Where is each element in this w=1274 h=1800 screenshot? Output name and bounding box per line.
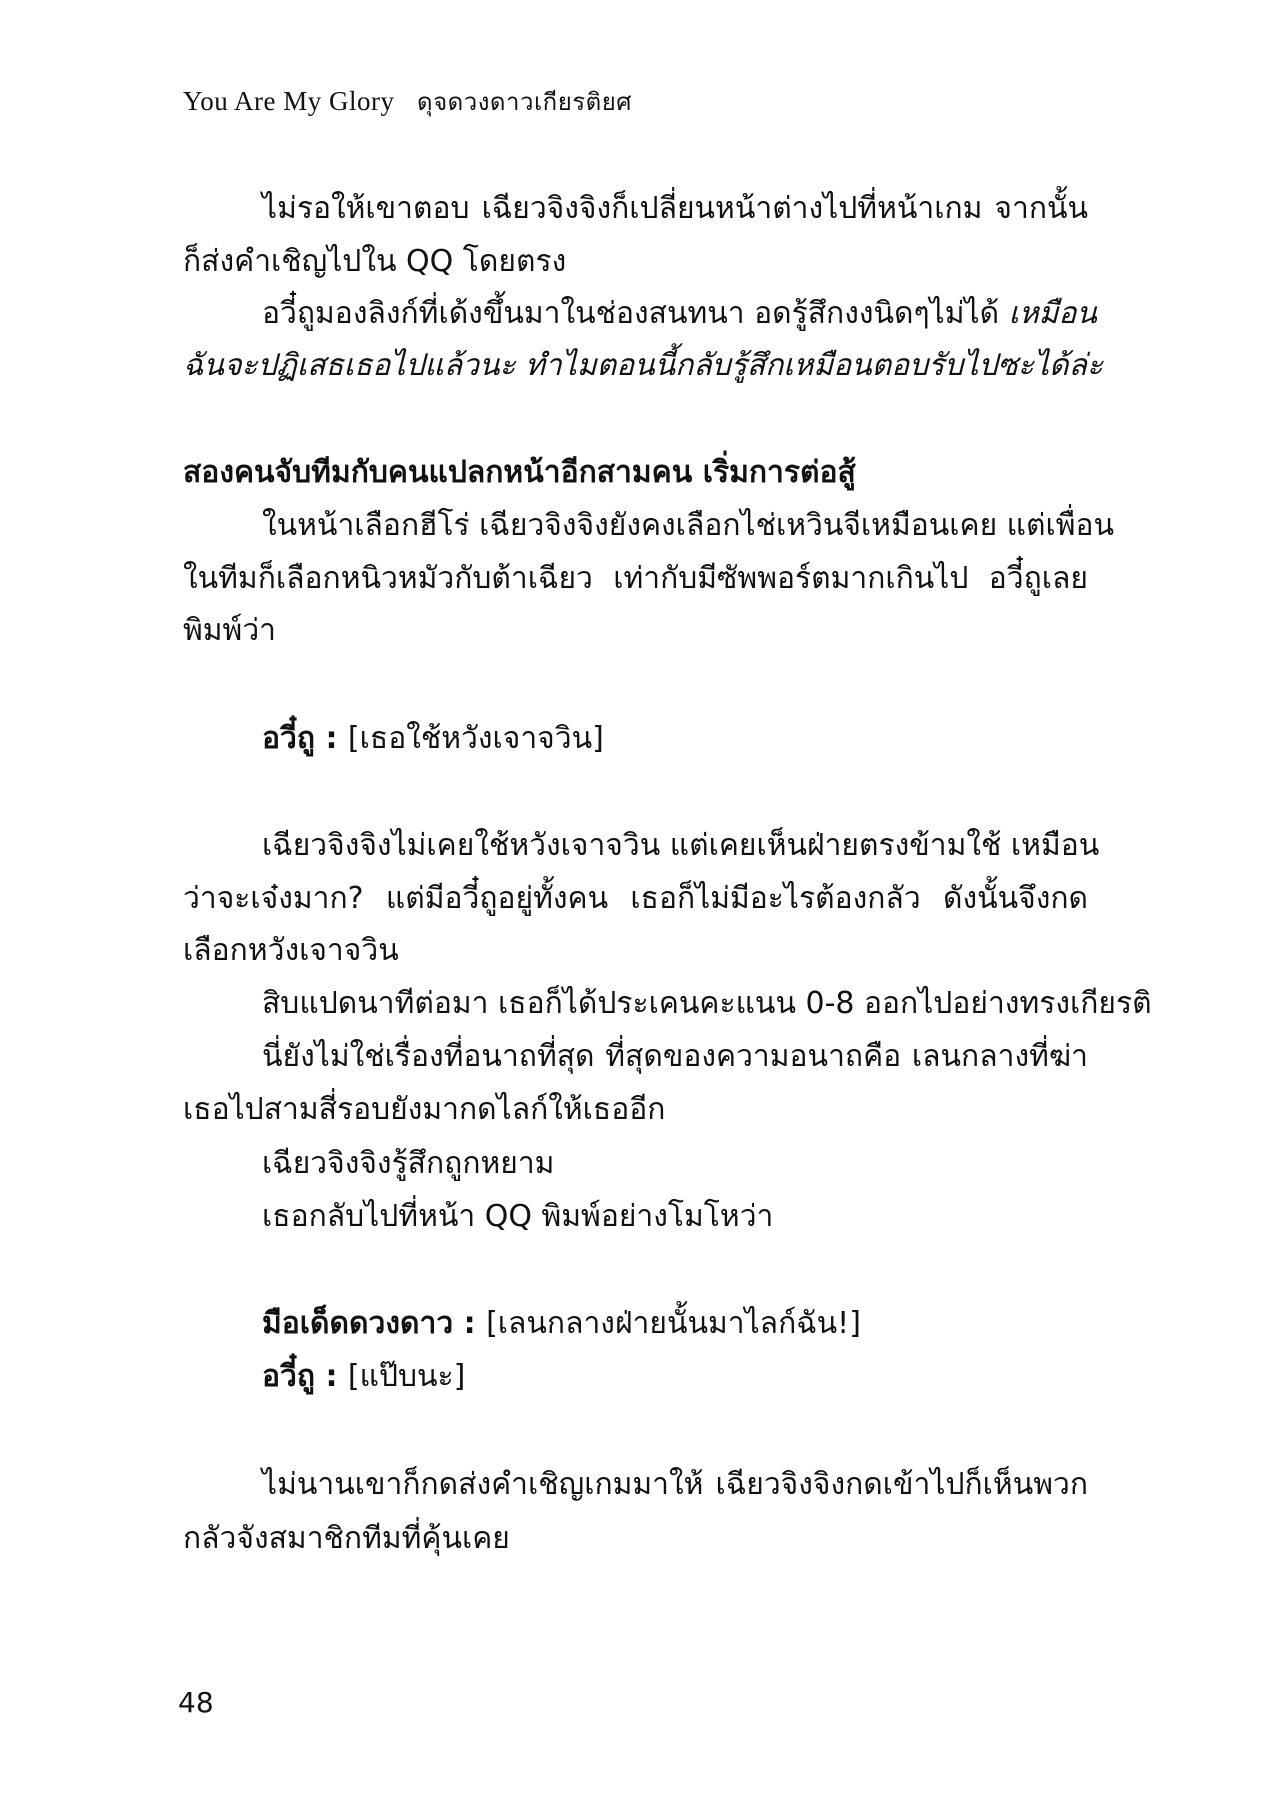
body-line: ว่าจะเจ๋งมาก? แต่มีอวี๋ถูอยู่ทั้งคน เธอก็ไม่มีอะไรต้องกลัว ดังนั้นจึงกด xyxy=(183,881,1088,916)
body-line: เธอกลับไปที่หน้า QQ พิมพ์อย่างโมโหว่า xyxy=(262,1199,774,1234)
chat-speaker: อวี๋ถู xyxy=(262,721,316,756)
running-head xyxy=(183,82,632,121)
chat-text: [แป๊บนะ] xyxy=(347,1359,466,1394)
body-text: อวี๋ถูมองลิงก์ที่เด้งขึ้นมาในช่องสนทนา อดรู้สึกงงนิดๆไม่ได้ xyxy=(262,296,1000,331)
chat-message xyxy=(262,1302,1088,1346)
body-line: ไม่รอให้เขาตอบ เฉียวจิงจิงก็เปลี่ยนหน้าต่างไปที่หน้าเกม จากนั้น xyxy=(262,191,1088,226)
chat-text: [เธอใช้หวังเจาจวิน] xyxy=(347,721,604,756)
body-line: เฉียวจิงจิงรู้สึกถูกหยาม xyxy=(262,1146,555,1181)
body-line: ก็ส่งคำเชิญไปใน QQ โดยตรง xyxy=(183,244,567,279)
scene-heading: สองคนจับทีมกับคนแปลกหน้าอีกสามคน เริ่มการต่อสู้ xyxy=(183,455,856,490)
body-line: สิบแปดนาทีต่อมา เธอก็ได้ประเคนคะแนน 0-8 ออกไปอย่างทรงเกียรติ xyxy=(262,986,1152,1021)
body-line xyxy=(262,292,1097,336)
chat-message xyxy=(262,1355,1088,1399)
book-title-english: You Are My Glory xyxy=(183,86,395,116)
page-number: 48 xyxy=(178,1686,214,1719)
body-line: นี่ยังไม่ใช่เรื่องที่อนาถที่สุด ที่สุดของความอนาถคือ เลนกลางที่ฆ่า xyxy=(262,1039,1088,1074)
inner-thought-line: ฉันจะปฏิเสธเธอไปแล้วนะ ทำไมตอนนี้กลับรู้สึกเหมือนตอบรับไปซะได้ล่ะ xyxy=(183,348,1104,383)
body-line: เฉียวจิงจิงไม่เคยใช้หวังเจาจวิน แต่เคยเห็นฝ่ายตรงข้ามใช้ เหมือน xyxy=(262,828,1100,863)
body-line: ไม่นานเขาก็กดส่งคำเชิญเกมมาให้ เฉียวจิงจิงกดเข้าไปก็เห็นพวก xyxy=(262,1467,1088,1502)
chat-separator: : xyxy=(453,1306,487,1341)
book-title-thai: ดุจดวงดาวเกียรติยศ xyxy=(416,88,633,116)
body-line: ในหน้าเลือกฮีโร่ เฉียวจิงจิงยังคงเลือกไช่เหวินจีเหมือนเคย แต่เพื่อน xyxy=(262,508,1115,543)
body-line: เลือกหวังเจาจวิน xyxy=(183,933,399,968)
chat-separator: : xyxy=(315,1359,348,1394)
body-line: กลัวจังสมาชิกทีมที่คุ้นเคย xyxy=(183,1521,510,1556)
chat-text: [เลนกลางฝ่ายนั้นมาไลก์ฉัน!] xyxy=(486,1306,861,1341)
body-line: เธอไปสามสี่รอบยังมากดไลก์ให้เธออีก xyxy=(183,1092,666,1127)
chat-speaker: มือเด็ดดวงดาว xyxy=(262,1306,454,1341)
body-line: พิมพ์ว่า xyxy=(183,613,277,648)
chat-speaker: อวี๋ถู xyxy=(262,1359,316,1394)
inner-thought-text: เหมือน xyxy=(1008,296,1097,331)
chat-message xyxy=(262,717,1088,761)
chat-separator: : xyxy=(315,721,348,756)
body-line: ในทีมก็เลือกหนิวหมัวกับต้าเฉียว เท่ากับมีซัพพอร์ตมากเกินไป อวี๋ถูเลย xyxy=(183,561,1088,596)
